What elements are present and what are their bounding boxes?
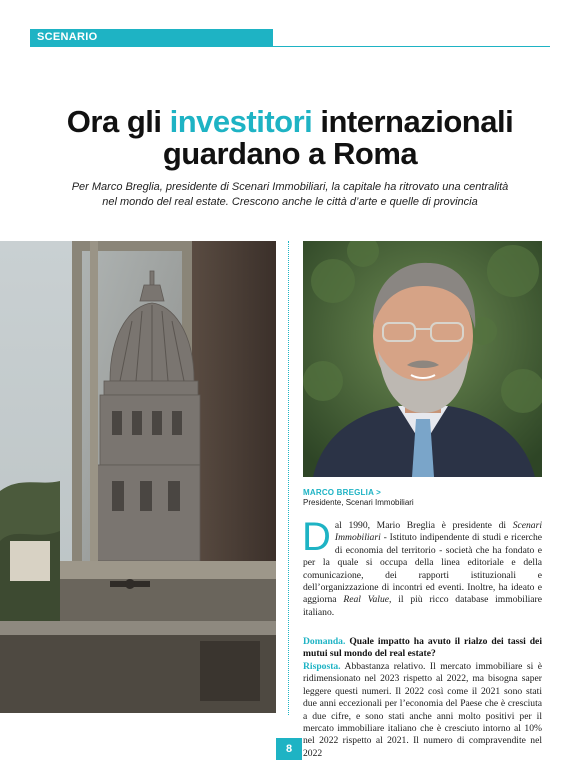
intro-text: - Istituto indipendente di studi e ricerche di economia del territorio - società che ha fondato e per la quale si occupa della linea editoriale e della comunicazione, dei rapporti istituzionali e dell’organizzazione di incontri ed eventi. Inoltre, ha ideato e aggiorna [303,532,542,606]
intro-paragraph [302,515,542,619]
answer-paragraph [303,661,542,760]
intro-text: al 1990, Mario Breglia è presidente di [334,520,513,531]
question-text: Quale impatto ha avuto il rialzo dei tassi dei mutui sul mondo del real estate? [303,636,542,660]
headline-line-2: guardano a Roma [162,136,418,171]
intro-product: Real Value [343,594,390,606]
answer-label: Risposta. [303,661,341,672]
page-number: 8 [276,738,302,760]
intro-company: Scenari Immobiliari [334,520,542,544]
headline-text: Ora gli [66,104,170,139]
drop-cap: D [302,515,331,559]
section-label-bar [30,29,273,47]
headline [0,106,580,170]
intro-text: , il più ricco database immobiliare italiano. [303,594,542,618]
standfirst-line-1: Per Marco Breglia, presidente di Scenari Immobiliari, la capitale ha ritrovato una centralità [71,181,509,193]
headline-text: internazionali [312,104,514,139]
standfirst-line-2: nel mondo del real estate. Crescono anche le città d’arte e quelle di provincia [102,196,478,208]
answer-text: Abbastanza relativo. Il mercato immobiliare si è ridimensionato nel 2023 rispetto al 2022, ma bisogna saper leggere questi numeri. Il 2022 così come il 2021 sono stati due anni eccezionali per l’economia del Paese che è cresciuta a due cifre, e sono stati anche anni molto positivi per il mercato immobiliare italiano che è cresciuto intorno al 10% nel 2022 rispetto al 2021. Il numero di compravendite nel 2022 [303,661,542,759]
column-divider [288,241,289,715]
question-paragraph [303,636,542,661]
caption-name: MARCO BREGLIA > [303,488,382,497]
question-label: Domanda. [303,636,346,647]
window-dome-photo [0,241,276,713]
standfirst [40,180,540,210]
portrait-photo [303,241,542,477]
headline-accent: investitori [169,104,313,139]
headline-line-1 [0,106,580,138]
caption-role: Presidente, Scenari Immobiliari [303,498,414,507]
section-rule [273,46,550,47]
section-label: SCENARIO [37,31,98,43]
